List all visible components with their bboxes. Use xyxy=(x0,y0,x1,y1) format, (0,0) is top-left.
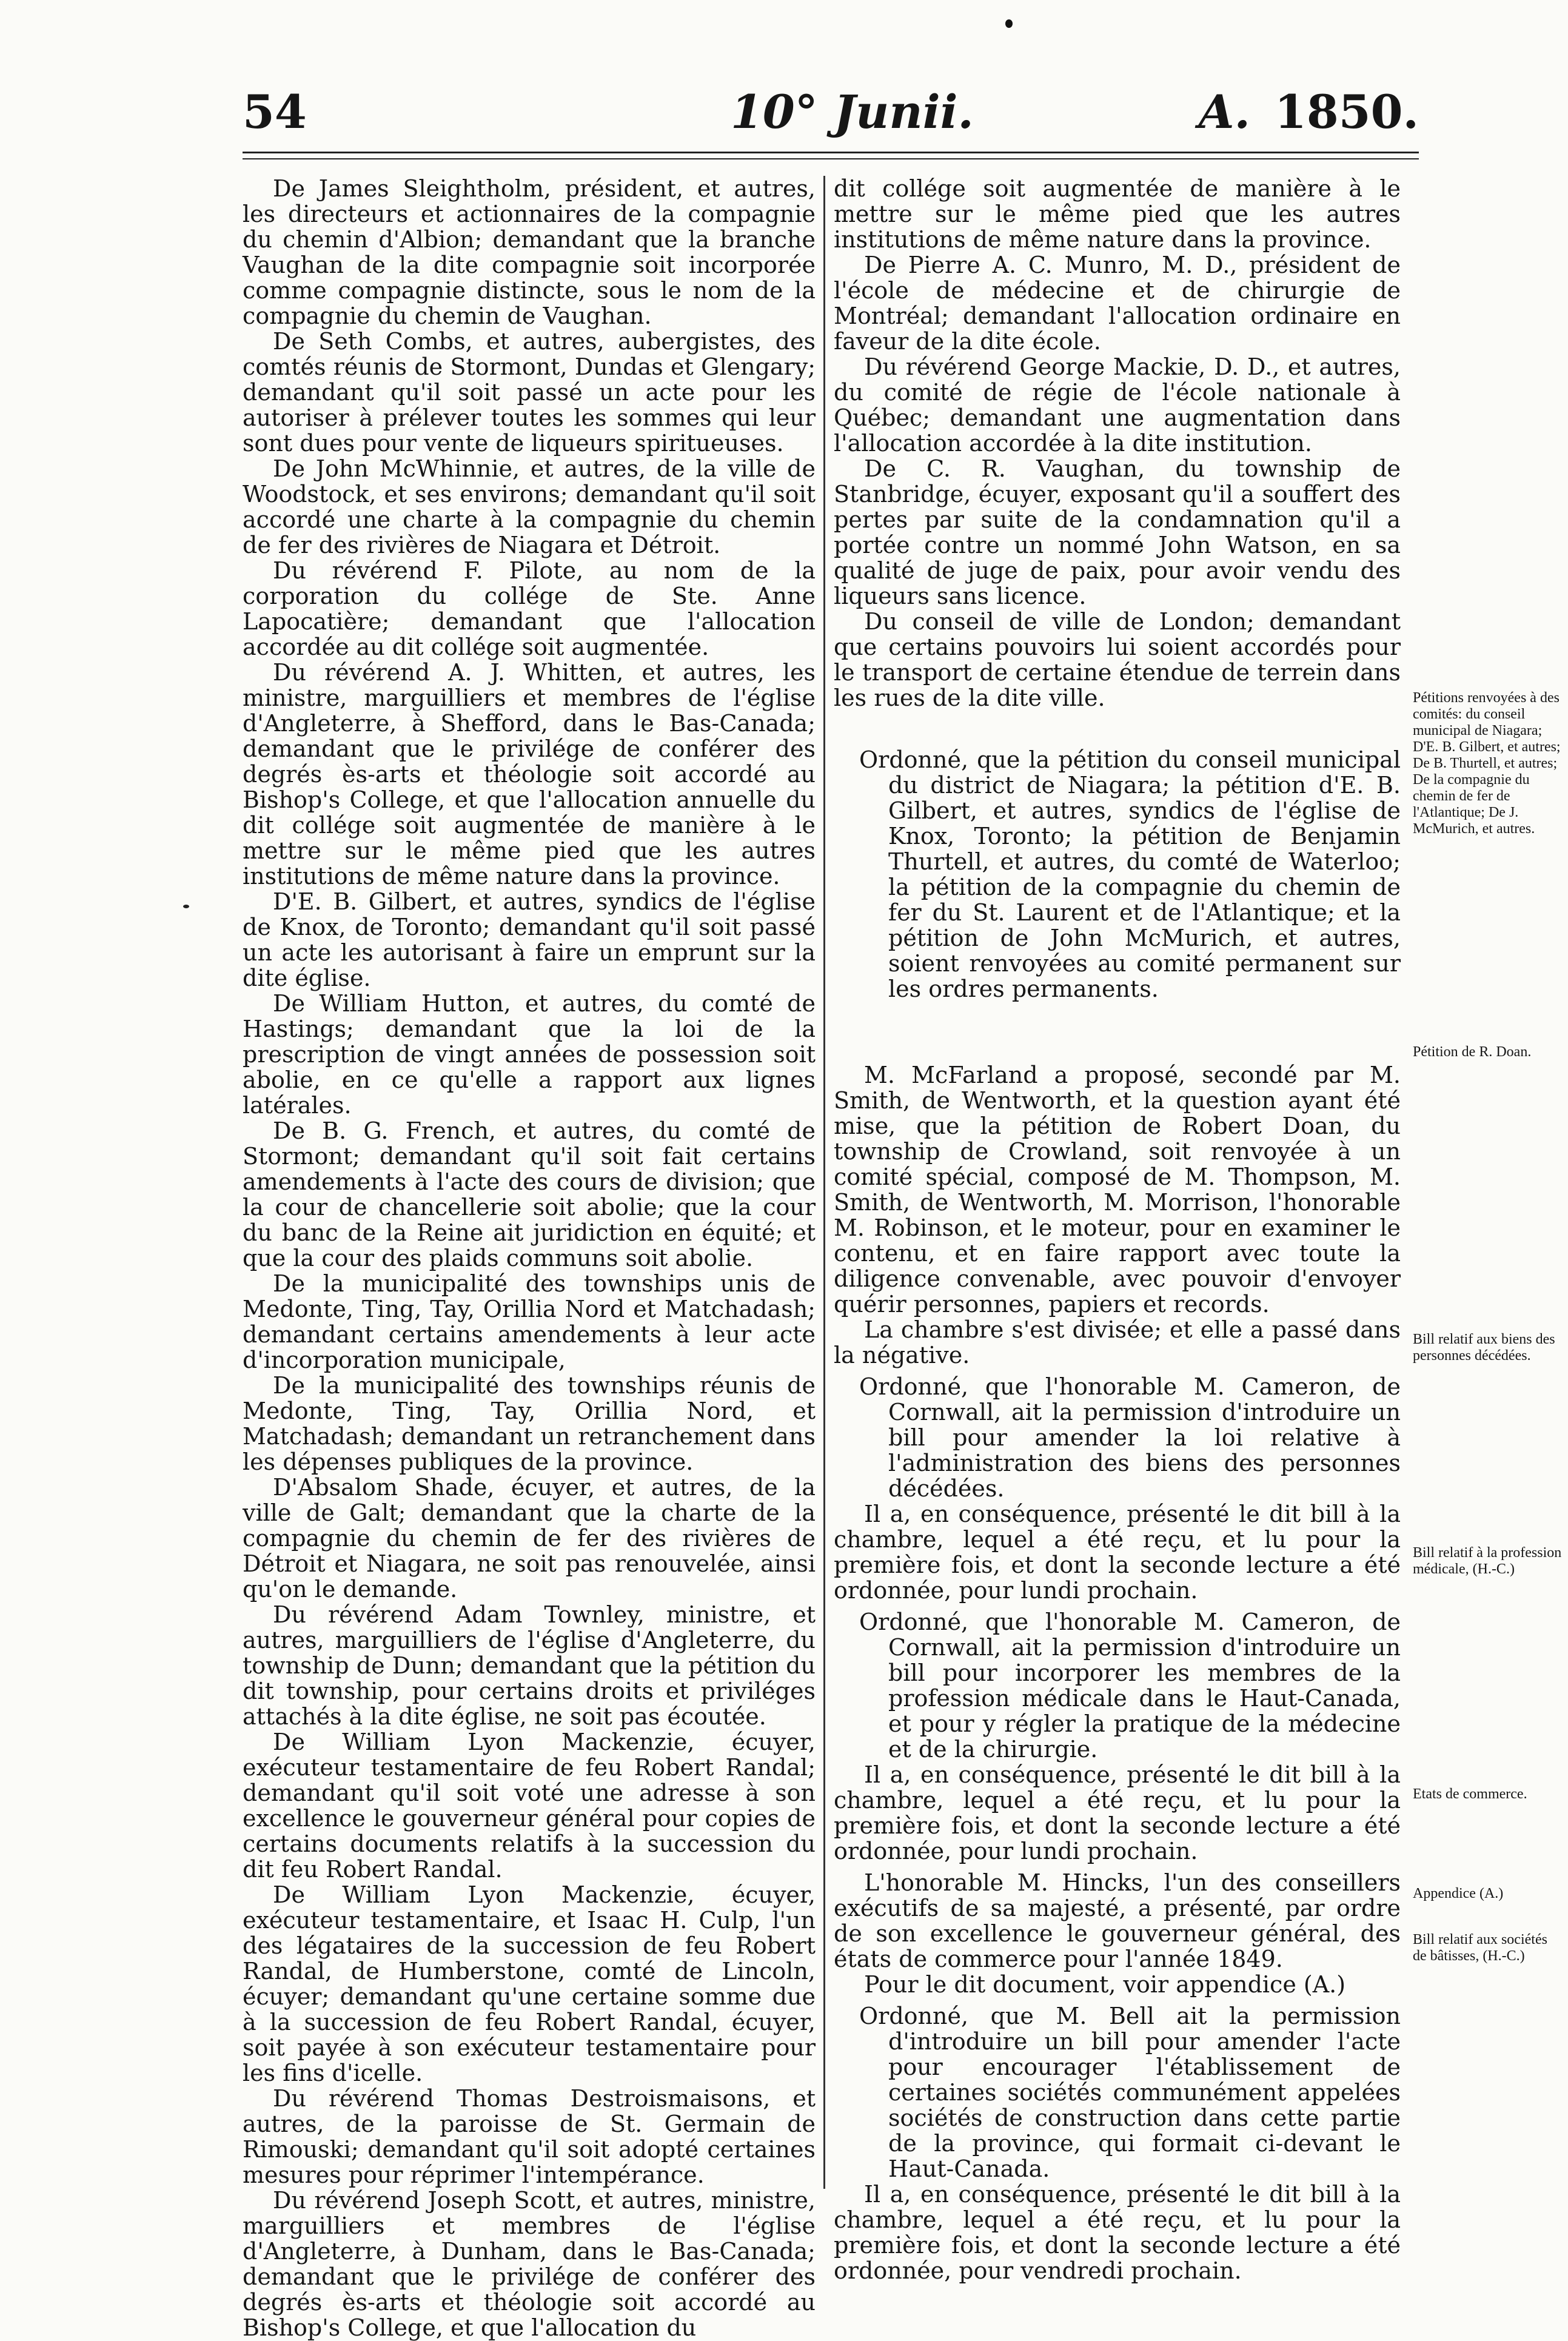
margin-note: Pétitions renvoyées à des comités: du conseil municipal de Niagara; D'E. B. Gilbert, et autres; De B. Thurtell, et autres; De la compagnie du chemin de fer de l'Atlantique; De J. McMurich, et autres. xyxy=(1413,690,1561,837)
record-paragraph: De C. R. Vaughan, du township de Stanbridge, écuyer, exposant qu'il a souffert des pertes par suite de la condamnation qu'il a portée contre un nommé John Watson, en sa qualité de juge de paix, pour avoir vendu des liqueurs sans licence. xyxy=(834,455,1401,609)
petition-paragraph: De la municipalité des townships réunis de Medonte, Ting, Tay, Orillia Nord, et Matchadash; demandant un retranchement dans les dépenses publiques de la province. xyxy=(243,1372,816,1475)
order-paragraph: Ordonné, que la pétition du conseil municipal du district de Niagara; la pétition d'E. B. Gilbert, et autres, syndics de l'église de Knox, Toronto; la pétition de Benjamin Thurtell, et autres, du comté de Waterloo; la pétition de la compagnie du chemin de fer du St. Laurent et de l'Atlantique; et la pétition de John McMurich, et autres, soient renvoyées au comité permanent sur les ordres permanents. xyxy=(859,746,1401,1002)
year-value: 1850. xyxy=(1275,85,1419,139)
petition-paragraph: De James Sleightholm, président, et autres, les directeurs et actionnaires de la compagnie du chemin d'Albion; demandant que la branche Vaughan de la dite compagnie soit incorporée comme compagnie distincte, sous le nom de la compagnie du chemin de Vaughan. xyxy=(243,175,816,329)
petition-paragraph: Du révérend F. Pilote, au nom de la corporation du collége de Ste. Anne Lapocatière; demandant que l'allocation accordée au dit collége soit augmentée. xyxy=(243,557,816,660)
margin-note: Bill relatif à la profession médicale, (H.-C.) xyxy=(1413,1545,1562,1577)
petition-paragraph: De B. G. French, et autres, du comté de Stormont; demandant qu'il soit fait certains amendements à l'acte des cours de division; que la cour de chancellerie soit abolie; que la cour du banc de la Reine ait juridiction en équité; et que la cour des plaids communs soit abolie. xyxy=(243,1117,816,1271)
page-number: 54 xyxy=(243,85,307,139)
margin-note: Appendice (A.) xyxy=(1413,1886,1504,1901)
petition-paragraph: Du révérend Thomas Destroismaisons, et autres, de la paroisse de St. Germain de Rimouski; demandant qu'il soit adopté certaines mesures pour réprimer l'intempérance. xyxy=(243,2085,816,2188)
record-paragraph: La chambre s'est divisée; et elle a passé dans la négative. xyxy=(834,1316,1401,1368)
right-column xyxy=(834,176,1401,2283)
column-divider xyxy=(823,176,825,2189)
petition-paragraph: De William Hutton, et autres, du comté de Hastings; demandant que la loi de la prescription de vingt années de possession soit abolie, en ce qu'elle a rapport aux lignes latérales. xyxy=(243,990,816,1119)
left-column xyxy=(243,176,816,2340)
record-paragraph: Du conseil de ville de London; demandant que certains pouvoirs lui soient accordés pour le transport de certaine étendue de terrein dans les rues de la dite ville. xyxy=(834,608,1401,711)
record-paragraph: Pour le dit document, voir appendice (A.) xyxy=(864,1971,1346,1998)
margin-note: Pétition de R. Doan. xyxy=(1413,1044,1532,1060)
year-prefix: A. xyxy=(1198,85,1251,139)
header-year xyxy=(1199,85,1419,139)
order-paragraph: Ordonné, que M. Bell ait la permission d'introduire un bill pour amender l'acte pour encourager l'établissement de certaines sociétés communément appelées sociétés de construction dans cette partie de la province, qui formait ci-devant le Haut-Canada. xyxy=(859,2003,1401,2182)
margin-note: Bill relatif aux sociétés de bâtisses, (H.-C.) xyxy=(1413,1932,1547,1964)
record-paragraph: dit collége soit augmentée de manière à le mettre sur le même pied que les autres institutions de même nature dans la province. xyxy=(834,175,1401,253)
petition-paragraph: De Seth Combs, et autres, aubergistes, des comtés réunis de Stormont, Dundas et Glengary; demandant qu'il soit passé un acte pour les autoriser à prélever toutes les sommes qui leur sont dues pour vente de liqueurs spiritueuses. xyxy=(243,328,816,457)
petition-paragraph: De William Lyon Mackenzie, écuyer, exécuteur testamentaire, et Isaac H. Culp, l'un des légataires de la succession de feu Robert Randal, de Humberstone, comté de Lincoln, écuyer; demandant qu'une certaine somme due à la succession de feu Robert Randal, écuyer, soit payée à son exécuteur testamentaire pour les fins d'icelle. xyxy=(243,1881,816,2086)
page-header xyxy=(243,85,1419,139)
petition-paragraph: Du révérend A. J. Whitten, et autres, les ministre, marguilliers et membres de l'église d'Angleterre, à Shefford, dans le Bas-Canada; demandant que le privilége de conférer des degrés ès-arts et théologie soit accordé au Bishop's College, et que l'allocation annuelle du dit collége soit augmentée de manière à le mettre sur le même pied que les autres institutions de même nature dans la province. xyxy=(243,659,816,889)
petition-paragraph: De William Lyon Mackenzie, écuyer, exécuteur testamentaire de feu Robert Randal; demandant qu'il soit voté une adresse à son excellence le gouverneur général pour copies de certains documents relatifs à la succession du dit feu Robert Randal. xyxy=(243,1729,816,1883)
petition-paragraph: D'E. B. Gilbert, et autres, syndics de l'église de Knox, de Toronto; demandant qu'il soit passé un acte les autorisant à faire un emprunt sur la dite église. xyxy=(243,888,816,991)
petition-paragraph: De la municipalité des townships unis de Medonte, Ting, Tay, Orillia Nord et Matchadash; demandant certains amendements à leur acte d'incorporation municipale, xyxy=(243,1270,816,1373)
record-paragraph: Du révérend George Mackie, D. D., et autres, du comité de régie de l'école nationale à Québec; demandant une augmentation dans l'allocation accordée à la dite institution. xyxy=(834,353,1401,457)
petition-paragraph: Du révérend Adam Townley, ministre, et autres, marguilliers de l'église d'Angleterre, du township de Dunn; demandant que la pétition du dit township, pour certains droits et priviléges attachés à la dite église, ne soit pas écoutée. xyxy=(243,1601,816,1730)
record-paragraph: M. McFarland a proposé, secondé par M. Smith, de Wentworth, et la question ayant été mise, que la pétition de Robert Doan, du township de Crowland, soit renvoyée à un comité spécial, composé de M. Thompson, M. Smith, de Wentworth, M. Morrison, l'honorable M. Robinson, et le moteur, pour en examiner le contenu, et en faire rapport avec toute la diligence convenable, avec pouvoir d'envoyer quérir personnes, papiers et records. xyxy=(834,1062,1401,1318)
record-paragraph: L'honorable M. Hincks, l'un des conseillers exécutifs de sa majesté, a présenté, par ordre de son excellence le gouverneur général, des états de commerce pour l'année 1849. xyxy=(834,1869,1401,1972)
record-paragraph: De Pierre A. C. Munro, M. D., président de l'école de médecine et de chirurgie de Montréal; demandant l'allocation ordinaire en faveur de la dite école. xyxy=(834,252,1401,355)
record-paragraph: Il a, en conséquence, présenté le dit bill à la chambre, lequel a été reçu, et lu pour la première fois, et dont la seconde lecture a été ordonnée, pour lundi prochain. xyxy=(834,1501,1401,1604)
petition-paragraph: Du révérend Joseph Scott, et autres, ministre, marguilliers et membres de l'église d'Angleterre, à Dunham, dans le Bas-Canada; demandant que le privilége de conférer des degrés ès-arts et théologie soit accordé au Bishop's College, et que l'allocation du xyxy=(243,2187,816,2341)
record-paragraph: Il a, en conséquence, présenté le dit bill à la chambre, lequel a été reçu, et lu pour la première fois, et dont la seconde lecture a été ordonnée, pour vendredi prochain. xyxy=(834,2181,1401,2284)
order-paragraph: Ordonné, que l'honorable M. Cameron, de Cornwall, ait la permission d'introduire un bill pour amender la loi relative à l'administration des biens des personnes décédées. xyxy=(859,1373,1401,1502)
header-rule-top xyxy=(243,152,1419,153)
header-date: 10° Junii. xyxy=(731,85,974,139)
petition-paragraph: D'Absalom Shade, écuyer, et autres, de la ville de Galt; demandant que la charte de la compagnie du chemin de fer des rivières de Détroit et Niagara, ne soit pas renouvelée, ainsi qu'on le demande. xyxy=(243,1474,816,1603)
ink-spot xyxy=(1005,19,1013,28)
record-paragraph: Il a, en conséquence, présenté le dit bill à la chambre, lequel a été reçu, et lu pour la première fois, et dont la seconde lecture a été ordonnée, pour lundi prochain. xyxy=(834,1761,1401,1864)
header-rule-bottom xyxy=(243,158,1419,159)
order-paragraph: Ordonné, que l'honorable M. Cameron, de Cornwall, ait la permission d'introduire un bill pour incorporer les membres de la profession médicale dans le Haut-Canada, et pour y régler la pratique de la médecine et de la chirurgie. xyxy=(859,1609,1401,1763)
margin-mark xyxy=(183,905,189,908)
margin-note: Bill relatif aux biens des personnes décédées. xyxy=(1413,1331,1555,1364)
margin-note: Etats de commerce. xyxy=(1413,1786,1527,1802)
petition-paragraph: De John McWhinnie, et autres, de la ville de Woodstock, et ses environs; demandant qu'il soit accordé une charte à la compagnie du chemin de fer des rivières de Niagara et Détroit. xyxy=(243,455,816,558)
